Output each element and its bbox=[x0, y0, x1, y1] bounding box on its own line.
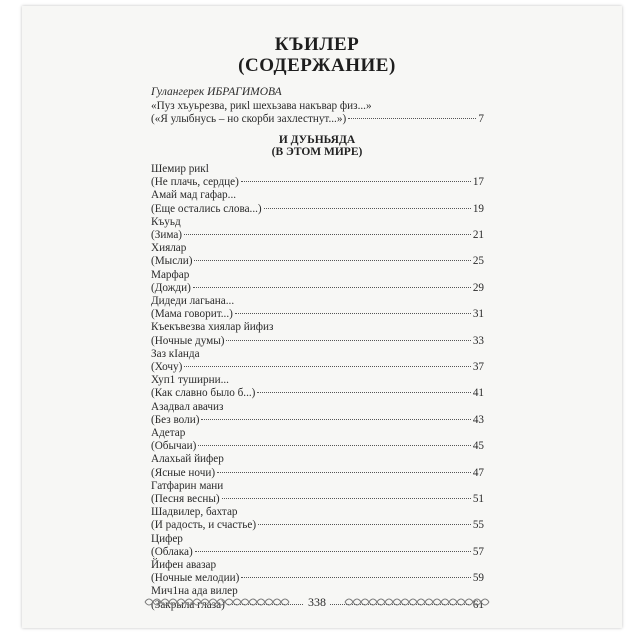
toc-entry-title-text: Адетар bbox=[151, 427, 186, 439]
toc-entry-subtitle-text: (Мама говорит...) bbox=[151, 308, 233, 321]
toc-entry-subtitle-row bbox=[151, 228, 484, 242]
intro-subtitle-text: («Я улыбнусь – но скорби захлестнут...») bbox=[151, 113, 347, 125]
toc-entry-title-text: Марфар bbox=[151, 268, 190, 281]
page-number: 25 bbox=[472, 255, 484, 268]
toc-entry-subtitle-row bbox=[151, 413, 484, 427]
dot-leader bbox=[193, 287, 471, 288]
dot-leader bbox=[264, 208, 471, 209]
toc-entry-title bbox=[151, 479, 484, 493]
toc-entry-title bbox=[151, 294, 484, 308]
toc-entry-subtitle-row bbox=[151, 254, 484, 268]
toc-entry-title bbox=[151, 347, 484, 361]
toc-entry-title-text: Дидеди лагьана... bbox=[151, 295, 235, 307]
page-title-translation: (СОДЕРЖАНИЕ) bbox=[238, 55, 396, 76]
dot-leader bbox=[241, 181, 471, 182]
toc-entry-title-text: Къуьд bbox=[151, 215, 181, 228]
toc-entry-subtitle-row bbox=[151, 202, 484, 216]
toc-entry-title bbox=[151, 241, 484, 255]
page-number: 19 bbox=[472, 202, 484, 215]
toc-entry-subtitle-text: (Не плачь, сердце) bbox=[151, 176, 239, 189]
toc-entry-subtitle-text: (Без воли) bbox=[151, 413, 200, 426]
toc-entry-subtitle-row bbox=[151, 175, 484, 189]
page-number: 29 bbox=[472, 281, 484, 294]
toc-entry-title bbox=[151, 320, 484, 334]
dot-leader bbox=[226, 340, 470, 341]
toc-entry-title-text: Азадвал авачиз bbox=[151, 400, 224, 413]
toc-entry-title-text: Шемир рикl bbox=[151, 163, 209, 175]
dot-leader bbox=[198, 445, 470, 446]
toc-entry-subtitle-row bbox=[151, 334, 484, 348]
toc-entry-title bbox=[151, 532, 484, 546]
toc-entry-subtitle-text: (Закрыла глаза) bbox=[151, 598, 225, 611]
toc-entry-subtitle-text: (Ночные думы) bbox=[151, 334, 225, 347]
page-number: 33 bbox=[472, 334, 484, 347]
toc-entry-subtitle-row bbox=[151, 492, 484, 506]
toc-entry-subtitle-row bbox=[151, 545, 484, 559]
toc-entry-subtitle-text: (Дожди) bbox=[151, 281, 191, 294]
dot-leader bbox=[201, 419, 470, 420]
toc-entry-title bbox=[151, 558, 484, 572]
toc-entry-title-text: Йифен авазар bbox=[151, 559, 217, 571]
toc-entry-title-text: Гатфарин мани bbox=[151, 479, 224, 492]
page-number: 41 bbox=[472, 387, 484, 400]
toc-entry-title-text: Мич1на ада вилер bbox=[151, 585, 238, 598]
intro-subtitle-row bbox=[151, 112, 484, 126]
toc-entry-subtitle-text: (Песня весны) bbox=[151, 493, 220, 505]
toc-entry-subtitle-row bbox=[151, 307, 484, 321]
dot-leader bbox=[195, 551, 471, 552]
toc-entry-title-text: Алахьай йифер bbox=[151, 453, 224, 466]
toc-entry-title-text: Заз кIанда bbox=[151, 347, 200, 360]
toc-entry-title-text: Цифер bbox=[151, 532, 183, 545]
toc-entry-title bbox=[151, 268, 484, 282]
toc-entry-subtitle-row bbox=[151, 386, 484, 400]
toc-entry-subtitle-row bbox=[151, 360, 484, 374]
toc-entry-title bbox=[151, 215, 484, 229]
dot-leader bbox=[184, 366, 470, 367]
folio-number: 338 bbox=[304, 595, 330, 609]
section-subtitle: (В ЭТОМ МИРЕ) bbox=[271, 146, 363, 158]
page-number: 55 bbox=[472, 519, 484, 532]
page-folio bbox=[0, 594, 634, 610]
dot-leader bbox=[241, 577, 471, 578]
toc-entry-title-text: Хуп1 туширни... bbox=[151, 374, 229, 387]
toc-entry-title bbox=[151, 505, 484, 519]
page-number: 59 bbox=[472, 572, 484, 585]
page-number: 31 bbox=[472, 308, 484, 321]
toc-entry-subtitle-text: (Зима) bbox=[151, 229, 183, 241]
intro-title bbox=[151, 99, 484, 113]
page-number: 43 bbox=[472, 413, 484, 426]
toc-entry-title-text: Къекъвезва хиялар йифиз bbox=[151, 321, 274, 334]
page-number: 37 bbox=[472, 361, 484, 373]
toc-entry-subtitle-text: (Обычаи) bbox=[151, 440, 197, 453]
dot-leader bbox=[217, 472, 471, 473]
page-number: 61 bbox=[472, 598, 484, 611]
toc-entry-subtitle-row bbox=[151, 571, 484, 585]
toc-entry-subtitle-text: (И радость, и счастье) bbox=[151, 519, 257, 532]
toc-entry-subtitle-text: (Ясные ночи) bbox=[151, 466, 216, 479]
toc-entry-title-text: Шадвилер, бахтар bbox=[151, 506, 238, 519]
page-number: 45 bbox=[472, 440, 484, 453]
toc-entry-subtitle-text: (Облака) bbox=[151, 545, 193, 558]
section-title: И ДУЬНЬЯДА bbox=[278, 134, 356, 146]
toc-entry-subtitle-text: (Ночные мелодии) bbox=[151, 572, 240, 585]
toc-entry-title bbox=[151, 188, 484, 202]
dot-leader bbox=[258, 524, 471, 525]
toc-entry-title bbox=[151, 400, 484, 414]
toc-entry-subtitle-text: (Хочу) bbox=[151, 361, 183, 373]
intro-title-text: «Пуз хъуьрезва, рикl шехьзава накъвар физ...» bbox=[151, 100, 372, 112]
toc-entry-title bbox=[151, 162, 484, 176]
page-number: 21 bbox=[472, 229, 484, 241]
toc-entry-subtitle-text: (Еще остались слова...) bbox=[151, 202, 262, 215]
dot-leader bbox=[222, 498, 471, 499]
toc-entry-title bbox=[151, 452, 484, 466]
dot-leader bbox=[235, 313, 471, 314]
author-name: Гулангерек ИБРАГИМОВА bbox=[151, 86, 282, 98]
toc-entry-subtitle-text: (Как славно было б...) bbox=[151, 387, 256, 400]
toc-entry-subtitle-row bbox=[151, 439, 484, 453]
toc-entry-subtitle-text: (Мысли) bbox=[151, 255, 193, 268]
toc-entry-subtitle-row bbox=[151, 518, 484, 532]
toc-entry-title bbox=[151, 426, 484, 440]
page-number: 57 bbox=[472, 545, 484, 558]
toc-entry-title-text: Хиялар bbox=[151, 242, 187, 255]
toc-entry-subtitle-row bbox=[151, 281, 484, 295]
dot-leader bbox=[194, 260, 470, 261]
toc-entry-subtitle-row bbox=[151, 466, 484, 480]
dot-leader bbox=[184, 234, 471, 235]
page-number: 17 bbox=[472, 176, 484, 189]
dot-leader bbox=[348, 118, 476, 119]
page-number: 51 bbox=[472, 493, 484, 505]
dot-leader bbox=[257, 392, 470, 393]
page-title: КЪИЛЕР bbox=[274, 34, 360, 55]
page-number: 47 bbox=[472, 466, 484, 479]
page-number: 7 bbox=[478, 113, 484, 125]
toc-entry-title-text: Амай мад гафар... bbox=[151, 189, 237, 202]
toc-entry-title bbox=[151, 373, 484, 387]
